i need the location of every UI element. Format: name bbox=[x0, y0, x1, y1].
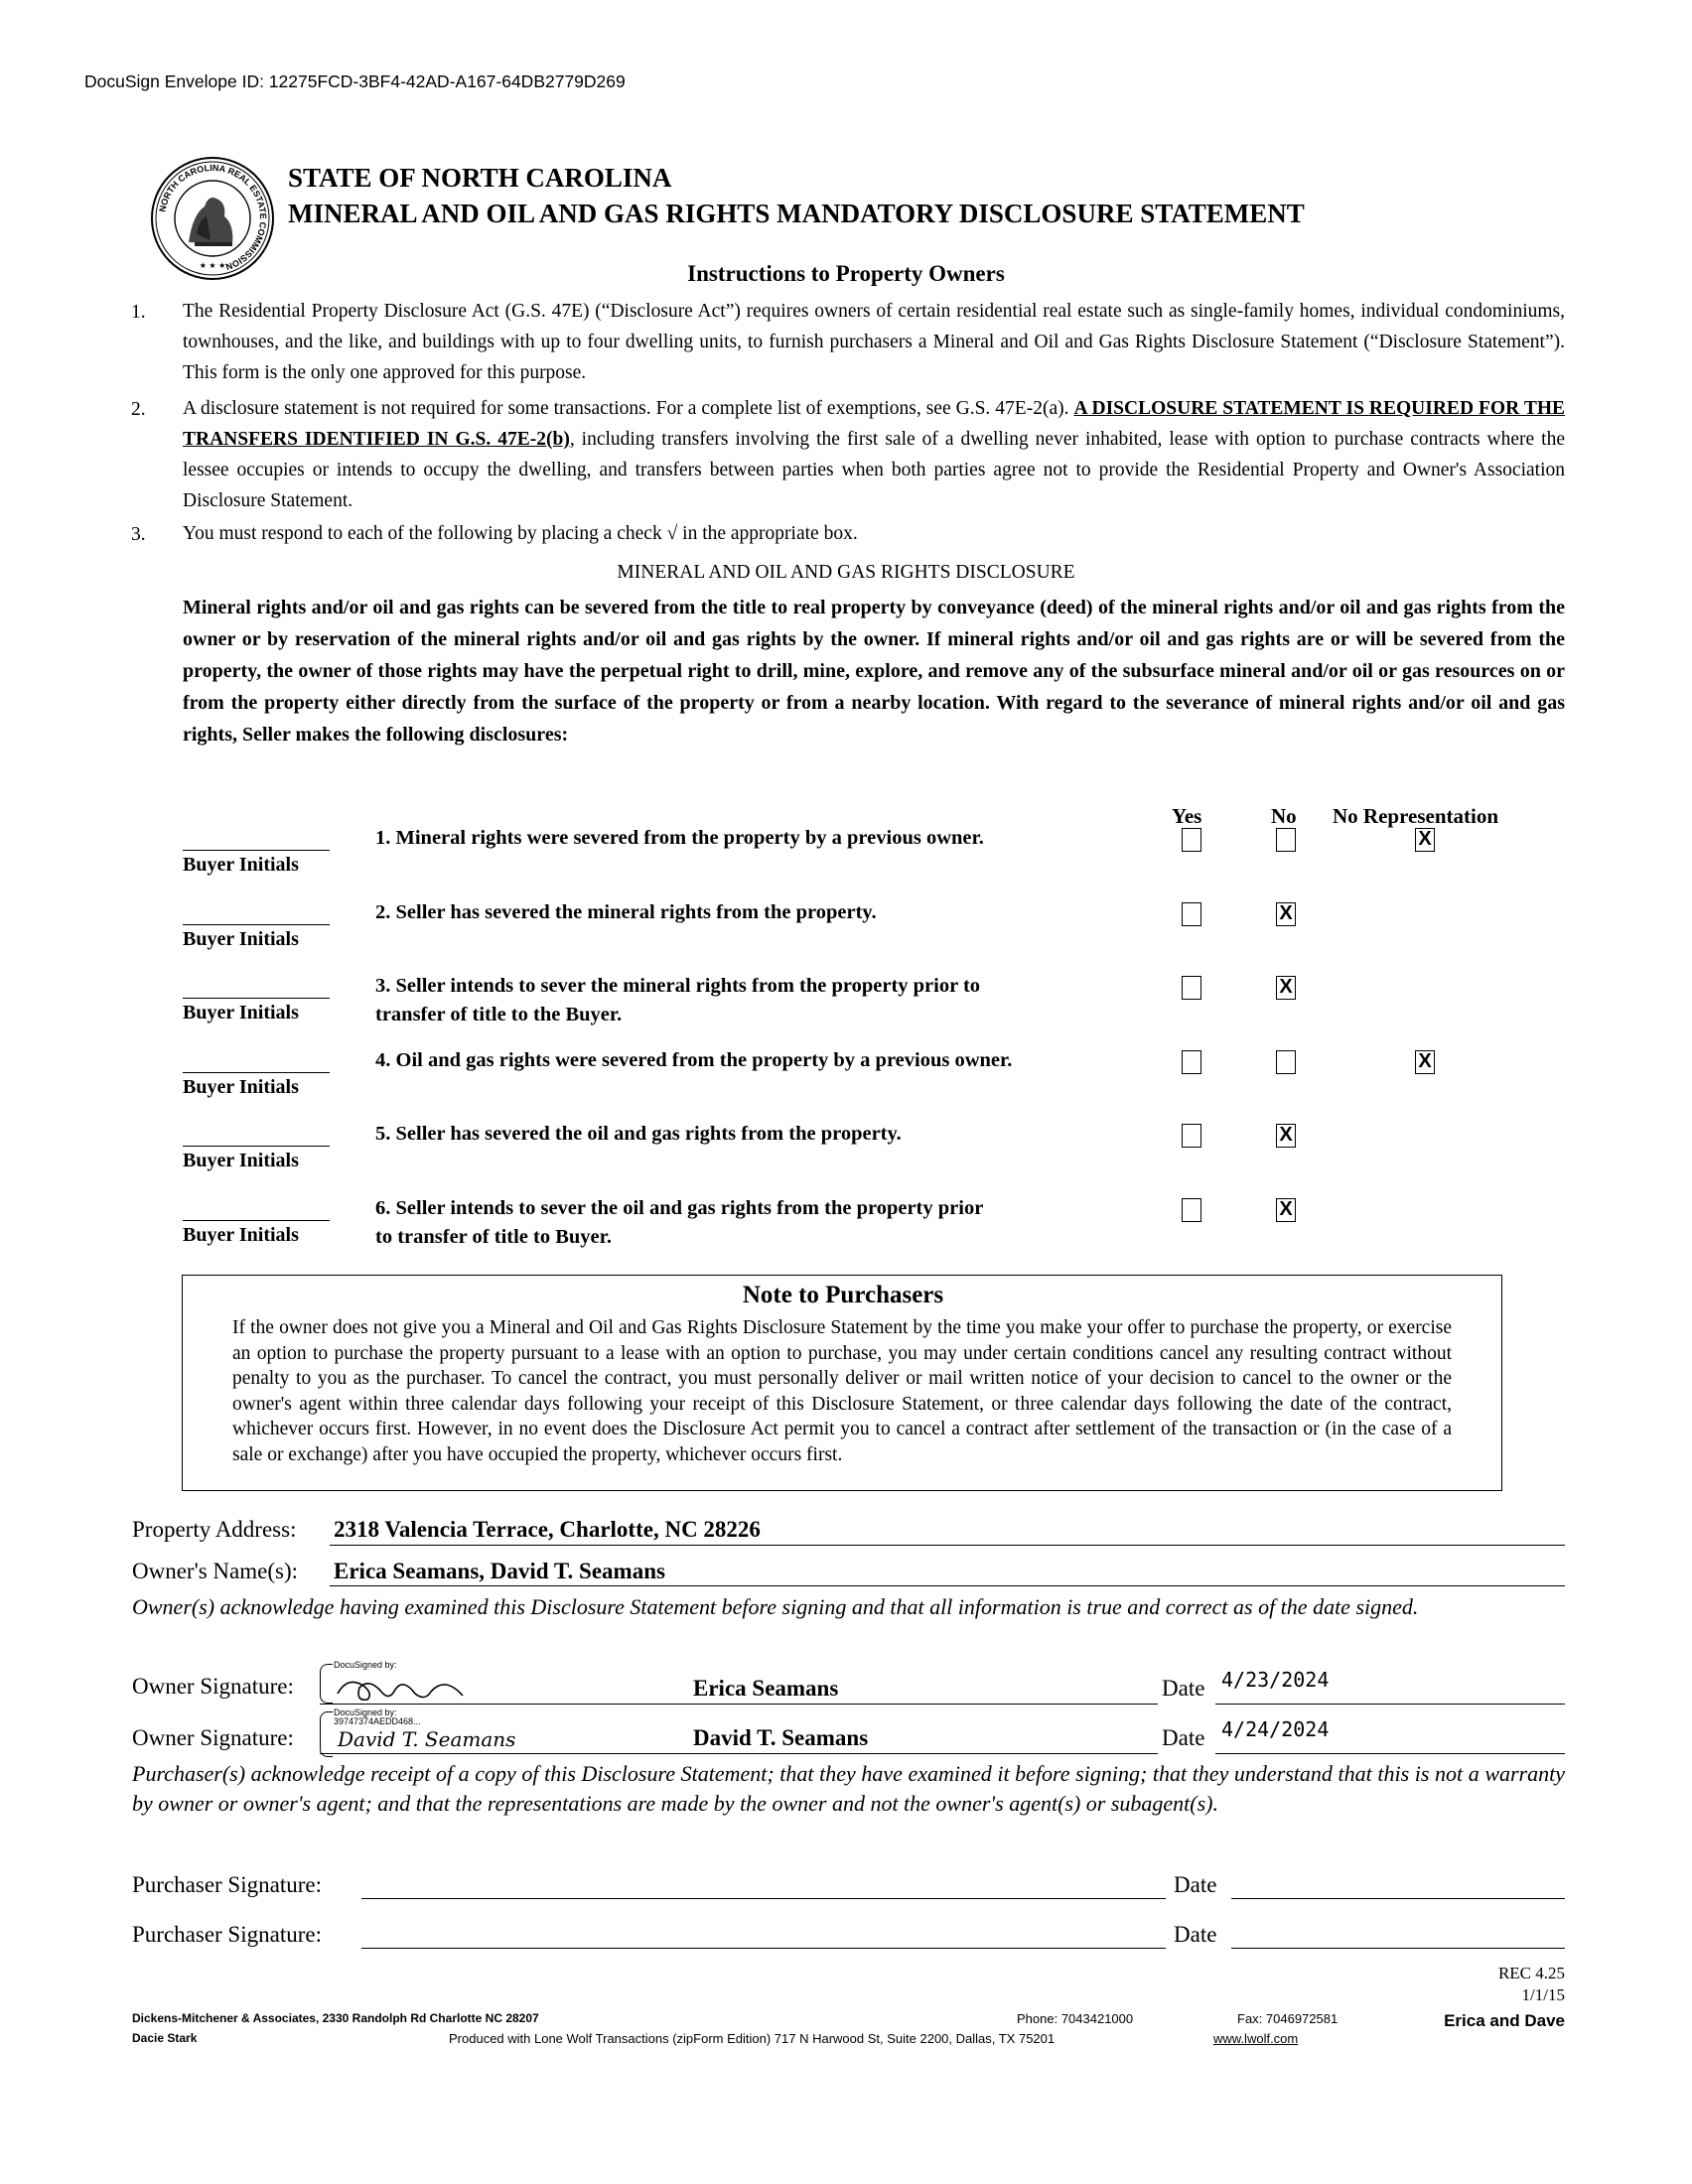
buyer-initials-field[interactable] bbox=[183, 998, 330, 999]
buyer-initials-field[interactable] bbox=[183, 1146, 330, 1147]
checkbox-no[interactable] bbox=[1276, 1050, 1296, 1074]
docusigned-by-tag: DocuSigned by: bbox=[334, 1660, 397, 1670]
state-title: STATE OF NORTH CAROLINA bbox=[288, 163, 672, 193]
disclosure-heading: MINERAL AND OIL AND GAS RIGHTS DISCLOSURE bbox=[617, 562, 1075, 583]
footer-url[interactable]: www.lwolf.com bbox=[1213, 2031, 1299, 2046]
instruction-number: 2. bbox=[131, 399, 146, 420]
purchaser-2-signature-line[interactable] bbox=[361, 1948, 1166, 1949]
column-no: No bbox=[1271, 804, 1297, 828]
owner-2-date-label: Date bbox=[1162, 1725, 1205, 1750]
checkbox-no[interactable]: X bbox=[1276, 976, 1296, 1000]
footer-produced-with: Produced with Lone Wolf Transactions (zipForm Edition) 717 N Harwood St, Suite 2200, Dallas, TX 75201 bbox=[449, 2031, 1056, 2046]
property-address-value[interactable]: 2318 Valencia Terrace, Charlotte, NC 28226 bbox=[334, 1517, 761, 1542]
note-text: If the owner does not give you a Mineral and Oil and Gas Rights Disclosure Statement by the time you make your offer to purchase the property, or exercise an option to purchase the property pursuant to a lease with an option to purchase, you may under certain conditions cancel any resulting contract without penalty to you as the purchaser. To cancel the contract, you must personally deliver or mail written notice of your decision to cancel to the owner or the owner's agent within three calendar days following your receipt of this Disclosure Statement, or three calendar days following the date of the contract, whichever occurs first. However, in no event does the Disclosure Act permit you to cancel a contract after settlement of the transaction or (in the case of a sale or exchange) after you have occupied the property, whichever occurs first. bbox=[232, 1317, 1452, 1465]
disclosure-item-text: 4. Oil and gas rights were severed from the property by a previous owner. bbox=[375, 1048, 1013, 1071]
instruction-number: 1. bbox=[131, 302, 146, 323]
property-address-label: Property Address: bbox=[132, 1517, 297, 1542]
docusigned-by-tag: DocuSigned by: bbox=[334, 1707, 397, 1717]
checkbox-no[interactable]: X bbox=[1276, 1198, 1296, 1222]
buyer-initials-label: Buyer Initials bbox=[183, 1002, 299, 1024]
buyer-initials-field[interactable] bbox=[183, 1072, 330, 1073]
disclosure-item-text: 6. Seller intends to sever the oil and gas rights from the property prior to transfer of title to Buyer. bbox=[375, 1196, 984, 1248]
docusign-signer-id: 39747374AEDD468... bbox=[334, 1716, 421, 1726]
owner-signature-label: Owner Signature: bbox=[132, 1674, 294, 1699]
owner-acknowledgement: Owner(s) acknowledge having examined this Disclosure Statement before signing and that all information is true and correct as of the date signed. bbox=[132, 1594, 1419, 1619]
purchaser-1-date-label: Date bbox=[1174, 1872, 1217, 1897]
footer-company: Dickens-Mitchener & Associates, 2330 Randolph Rd Charlotte NC 28207 bbox=[132, 2011, 539, 2025]
checkbox-yes[interactable] bbox=[1182, 976, 1201, 1000]
checkbox-yes[interactable] bbox=[1182, 902, 1201, 926]
docusign-envelope-id: DocuSign Envelope ID: 12275FCD-3BF4-42AD-A167-64DB2779D269 bbox=[84, 71, 626, 91]
buyer-initials-field[interactable] bbox=[183, 924, 330, 925]
buyer-initials-label: Buyer Initials bbox=[183, 927, 299, 950]
owner-signature-label: Owner Signature: bbox=[132, 1725, 294, 1750]
owners-name-label: Owner's Name(s): bbox=[132, 1559, 299, 1583]
checkbox-yes[interactable] bbox=[1182, 1050, 1201, 1074]
owners-name-value[interactable]: Erica Seamans, David T. Seamans bbox=[334, 1559, 665, 1583]
owner-2-signature-image[interactable]: David T. Seamans bbox=[338, 1727, 516, 1751]
checkbox-yes[interactable] bbox=[1182, 1124, 1201, 1148]
note-to-purchasers-box bbox=[182, 1275, 1502, 1491]
buyer-initials-label: Buyer Initials bbox=[183, 1075, 299, 1098]
buyer-initials-label: Buyer Initials bbox=[183, 1223, 299, 1246]
owner-2-printed-name: David T. Seamans bbox=[693, 1725, 869, 1750]
checkbox-norep[interactable]: X bbox=[1415, 828, 1435, 852]
owner-1-printed-name: Erica Seamans bbox=[693, 1676, 839, 1701]
purchaser-2-date-label: Date bbox=[1174, 1922, 1217, 1947]
purchaser-1-signature-line[interactable] bbox=[361, 1898, 1166, 1899]
purchaser-signature-label: Purchaser Signature: bbox=[132, 1922, 322, 1947]
purchaser-2-date-line[interactable] bbox=[1231, 1948, 1565, 1949]
form-revision: 1/1/15 bbox=[1521, 1985, 1565, 2004]
buyer-initials-label: Buyer Initials bbox=[183, 1150, 299, 1171]
checkbox-yes[interactable] bbox=[1182, 1198, 1201, 1222]
purchaser-signature-label: Purchaser Signature: bbox=[132, 1872, 322, 1897]
buyer-initials-field[interactable] bbox=[183, 850, 330, 851]
disclosure-item-text: 1. Mineral rights were severed from the property by a previous owner. bbox=[375, 827, 984, 849]
disclosure-intro: Mineral rights and/or oil and gas rights can be severed from the title to real property by conveyance (deed) of the mineral rights and/or oil and gas rights from the owner or by reservation of the mineral rights and/or oil and gas rights by the owner. If mineral rights and/or oil and gas rights are or will be severed from the property, the owner of those rights may have the perpetual right to drill, mine, explore, and remove any of the subsurface mineral and/or oil or gas resources on or from the property either directly from the surface of the property or from a nearby location. With regard to the severance of mineral rights and/or oil and gas rights, Seller makes the following disclosures: bbox=[183, 597, 1565, 746]
required-transfers-emphasis: A DISCLOSURE STATEMENT IS REQUIRED FOR THE TRANSFERS IDENTIFIED IN G.S. 47E-2(b) bbox=[183, 398, 1566, 450]
checkbox-no[interactable]: X bbox=[1276, 1124, 1296, 1148]
owner-1-date-value[interactable]: 4/23/2024 bbox=[1221, 1668, 1330, 1692]
owner-1-date-label: Date bbox=[1162, 1676, 1205, 1701]
instruction-number: 3. bbox=[131, 524, 146, 545]
column-no-representation: No Representation bbox=[1333, 804, 1499, 828]
form-client-label: Erica and Dave bbox=[1444, 2011, 1565, 2030]
column-yes: Yes bbox=[1172, 804, 1202, 828]
checkbox-yes[interactable] bbox=[1182, 828, 1201, 852]
footer-agent: Dacie Stark bbox=[132, 2031, 198, 2045]
seal-stars: ★ ★ ★ bbox=[199, 261, 226, 270]
purchaser-acknowledgement: Purchaser(s) acknowledge receipt of a copy of this Disclosure Statement; that they have examined it before signing; that they understand that this is not a warranty by owner or owner's agent; and that the representations are made by the owner and not the owner's agent(s) or subagent(s). bbox=[132, 1761, 1565, 1816]
buyer-initials-field[interactable] bbox=[183, 1220, 330, 1221]
checkbox-norep[interactable]: X bbox=[1415, 1050, 1435, 1074]
owner-2-date-value[interactable]: 4/24/2024 bbox=[1221, 1717, 1330, 1741]
form-code: REC 4.25 bbox=[1497, 1964, 1565, 1982]
instruction-1-text: The Residential Property Disclosure Act (G.S. 47E) (“Disclosure Act”) requires owners of certain residential real estate such as single-family homes, individual condominiums, townhouses, and the like, and buildings with up to four dwelling units, to furnish purchasers a Mineral and Oil and Gas Rights Disclosure Statement (“Disclosure Statement”). This form is the only one approved for this purpose. bbox=[183, 301, 1565, 383]
form-title: MINERAL AND OIL AND GAS RIGHTS MANDATORY DISCLOSURE STATEMENT bbox=[288, 199, 1305, 228]
checkbox-no[interactable] bbox=[1276, 828, 1296, 852]
note-title: Note to Purchasers bbox=[742, 1282, 944, 1308]
disclosure-item-text: 2. Seller has severed the mineral rights from the property. bbox=[375, 900, 877, 923]
checkbox-no[interactable]: X bbox=[1276, 902, 1296, 926]
footer-phone: Phone: 7043421000 bbox=[1017, 2011, 1134, 2026]
instruction-2-text: A disclosure statement is not required for some transactions. For a complete list of exemptions, see G.S. 47E-2(a). A DISCLOSURE STATEMENT IS REQUIRED FOR THE TRANSFERS IDENTIFIED IN G.S. 47E-2(b), including transfers involving the first sale of a dwelling never inhabited, lease with option to purchase contracts where the lessee occupies or intends to occupy the dwelling, and transfers between parties when both parties agree not to provide the Residential Property and Owner's Association Disclosure Statement. bbox=[183, 398, 1566, 511]
instructions-heading: Instructions to Property Owners bbox=[687, 261, 1005, 286]
purchaser-1-date-line[interactable] bbox=[1231, 1898, 1565, 1899]
instruction-3-text: You must respond to each of the following by placing a check √ in the appropriate box. bbox=[183, 523, 858, 544]
footer-fax: Fax: 7046972581 bbox=[1237, 2011, 1339, 2026]
seal-ring-text: NORTH CAROLINA REAL ESTATE COMMISSION bbox=[157, 162, 269, 272]
disclosure-item-text: 5. Seller has severed the oil and gas rights from the property. bbox=[375, 1123, 902, 1145]
disclosure-item-text: 3. Seller intends to sever the mineral rights from the property prior to transfer of title to the Buyer. bbox=[375, 975, 981, 1025]
buyer-initials-label: Buyer Initials bbox=[183, 854, 299, 876]
